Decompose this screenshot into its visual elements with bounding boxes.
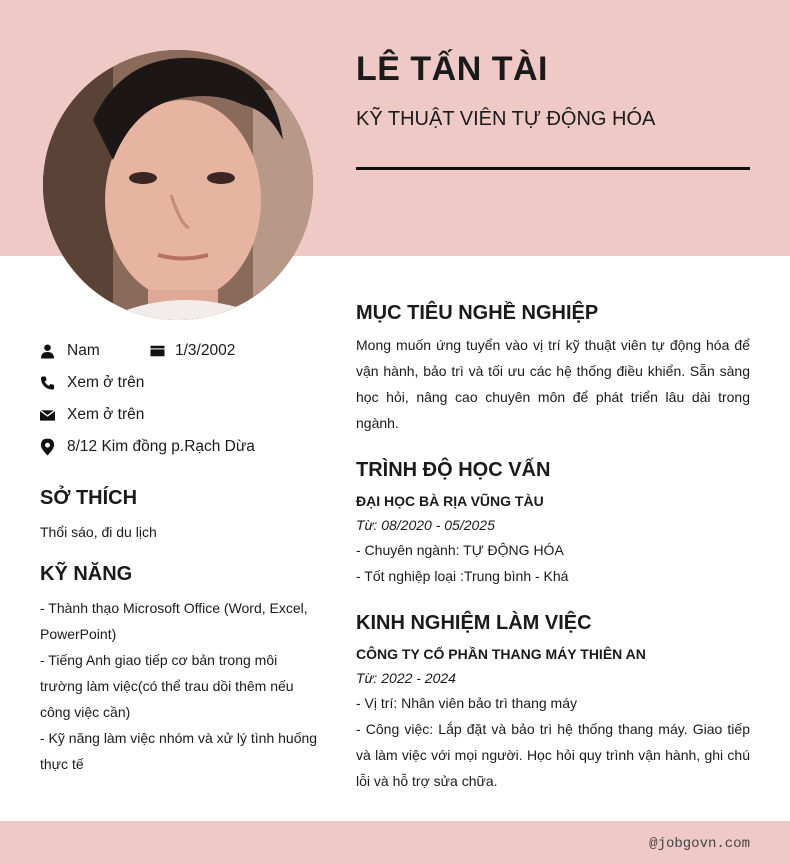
skills-title: KỸ NĂNG (40, 563, 133, 585)
location-pin-icon (40, 438, 55, 456)
education-grade: - Tốt nghiệp loại :Trung bình - Khá (356, 568, 569, 584)
education-period: Từ: 08/2020 - 05/2025 (356, 517, 495, 533)
candidate-name: LÊ TẤN TÀI (356, 50, 548, 88)
gender-value: Nam (67, 342, 100, 359)
objective-text: Mong muốn ứng tuyển vào vị trí kỹ thuật viên tự động hóa để vận hành, bảo trì và tối ưu các hệ thống điều khiển. Sẵn sàng học hỏi, nâng cao chuyên môn để phát triển lâu dài trong ngành. (356, 337, 750, 431)
experience-period: Từ: 2022 - 2024 (356, 670, 456, 686)
address-value: 8/12 Kim đồng p.Rạch Dừa (67, 438, 255, 455)
birth-date-value: 1/3/2002 (175, 342, 236, 359)
calendar-icon (150, 344, 165, 358)
company-name: CÔNG TY CỔ PHẦN THANG MÁY THIÊN AN (356, 646, 646, 662)
birth-date-row (150, 342, 235, 360)
job-title: KỸ THUẬT VIÊN TỰ ĐỘNG HÓA (356, 108, 656, 130)
email-value: Xem ở trên (67, 406, 145, 423)
footer-watermark: @jobgovn.com (649, 836, 750, 852)
education-major: - Chuyên ngành: TỰ ĐỘNG HÓA (356, 542, 564, 558)
mail-icon (40, 406, 55, 424)
phone-value: Xem ở trên (67, 374, 145, 391)
avatar (43, 50, 313, 320)
experience-duties: - Công việc: Lắp đặt và bảo trì hệ thống thang máy. Giao tiếp và làm việc với mọi người. Học hỏi quy trình vận hành, ghi chú lỗi và hỗ trợ sửa chữa. (356, 721, 750, 789)
skills-text: - Thành thạo Microsoft Office (Word, Excel, PowerPoint) - Tiếng Anh giao tiếp cơ bản trong môi trường làm việc(có thể trau dồi thêm nếu công việc cần) - Kỹ năng làm việc nhóm và xử lý tình huống thực tế (40, 600, 318, 772)
address-row (40, 438, 255, 456)
hobbies-title: SỞ THÍCH (40, 487, 138, 509)
header-divider (356, 167, 750, 170)
person-icon (40, 342, 55, 360)
gender-row (40, 342, 100, 360)
education-title: TRÌNH ĐỘ HỌC VẤN (356, 459, 551, 481)
objective-title: MỤC TIÊU NGHỀ NGHIỆP (356, 302, 599, 324)
hobbies-text: Thổi sáo, đi du lịch (40, 524, 157, 540)
school-name: ĐẠI HỌC BÀ RỊA VŨNG TÀU (356, 493, 544, 509)
phone-row (40, 374, 144, 392)
phone-icon (40, 374, 55, 392)
experience-position: - Vị trí: Nhân viên bảo trì thang máy (356, 695, 577, 711)
email-row (40, 406, 144, 424)
experience-title: KINH NGHIỆM LÀM VIỆC (356, 612, 592, 634)
